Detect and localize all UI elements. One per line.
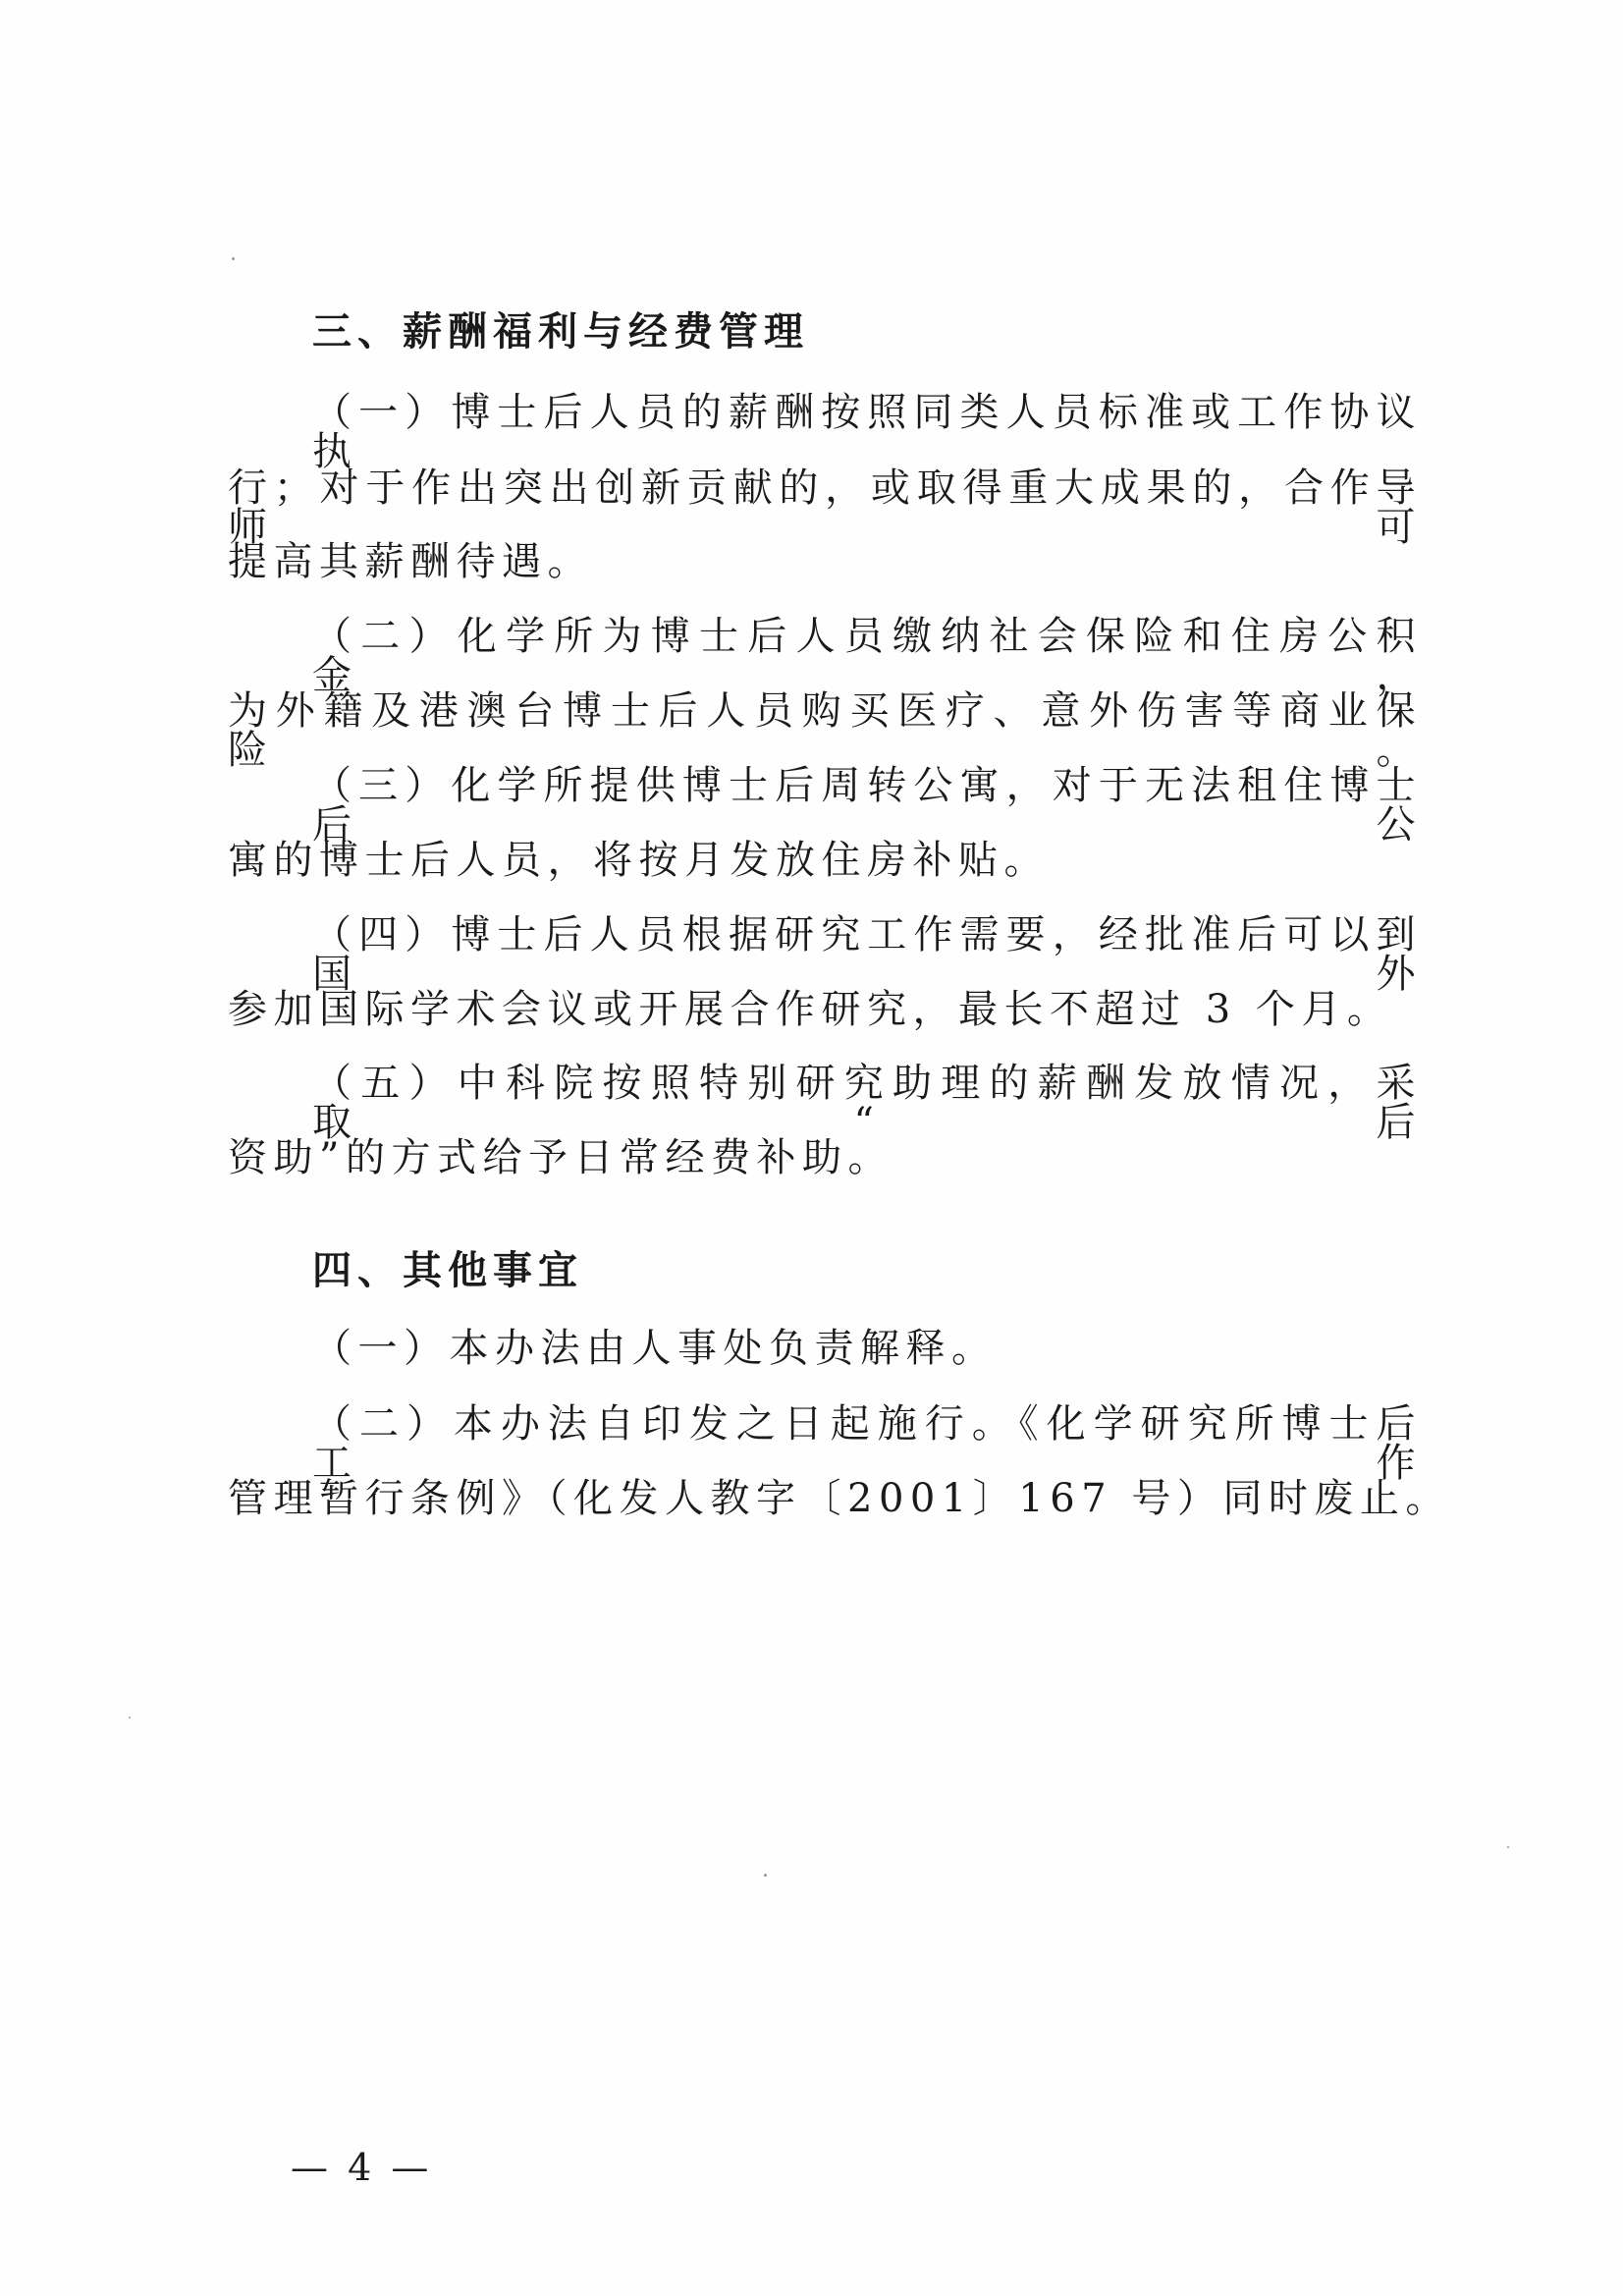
section-three-item3-line2: 寓的博士后人员，将按月发放住房补贴。: [228, 838, 1050, 883]
section-three-item1-line1: （一）博士后人员的薪酬按照同类人员标准或工作协议执: [312, 390, 1422, 474]
scan-speck: [129, 1717, 131, 1719]
section-four-item1-line1: （一）本办法由人事处负责解释。: [312, 1326, 998, 1371]
section-four-heading: 四、其他事宜: [312, 1248, 583, 1293]
page-number: — 4 —: [291, 2146, 433, 2189]
section-three-item5-line1: （五）中科院按照特别研究助理的薪酬发放情况，采取“后: [312, 1061, 1422, 1145]
scan-speck: [764, 1874, 767, 1877]
section-four-item2-line1: （二）本办法自印发之日起施行。《化学研究所博士后工作: [312, 1401, 1422, 1486]
section-four-item2-line2: 管理暂行条例》（化发人教字〔2001〕167 号）同时废止。: [228, 1476, 1451, 1521]
section-three-item5-line2: 资助”的方式给予日常经费补助。: [228, 1135, 893, 1180]
section-three-item1-line2: 行；对于作出突出创新贡献的，或取得重大成果的，合作导师可: [228, 465, 1422, 550]
section-three-item2-line2: 为外籍及港澳台博士后人员购买医疗、意外伤害等商业保险。: [228, 688, 1422, 773]
section-three-item4-line2: 参加国际学术会议或开展合作研究，最长不超过 3 个月。: [228, 987, 1393, 1032]
section-three-item4-line1: （四）博士后人员根据研究工作需要，经批准后可以到国外: [312, 912, 1422, 997]
section-three-item2-line1: （二）化学所为博士后人员缴纳社会保险和住房公积金，: [312, 614, 1422, 698]
section-three-item3-line1: （三）化学所提供博士后周转公寓，对于无法租住博士后公: [312, 763, 1422, 847]
section-three-item1-line3: 提高其薪酬待遇。: [228, 539, 593, 584]
scan-speck: [1507, 1846, 1509, 1848]
section-three-heading: 三、薪酬福利与经费管理: [312, 309, 809, 355]
scan-speck: [232, 257, 235, 260]
